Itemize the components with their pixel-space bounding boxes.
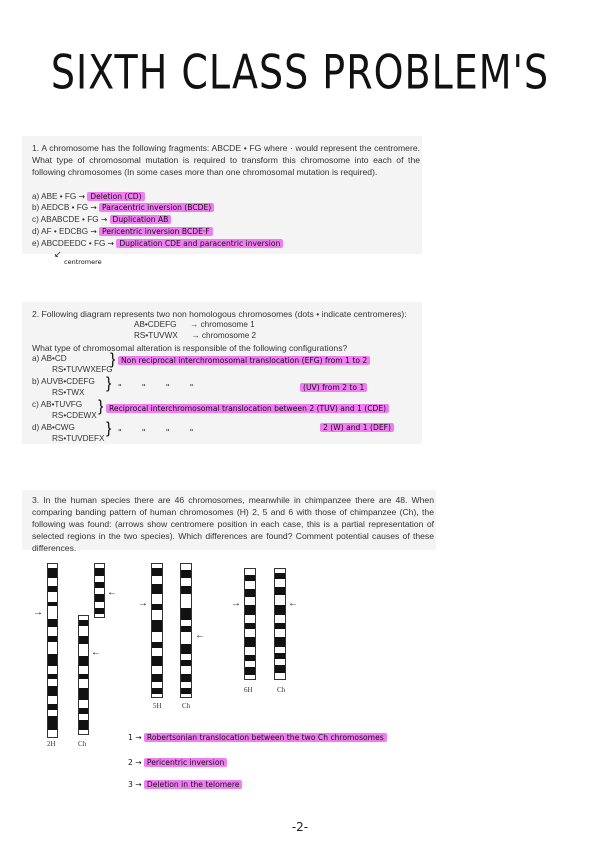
question-3-text: 3. In the human species there are 46 chromosomes, meanwhile in chimpanzee there are 48. When comparing banding pattern of human chromosomes (H) 2, 5 and 6 with those of chimpanzee (Ch), the following was found: (arrows show centromere position in each case, this is a partial representation of selected regions in the two species). Which differences are found? Comment potential causes of these differences.	[32, 495, 434, 553]
page-number: -2-	[291, 820, 309, 834]
q2-answer-d: 2 (W) and 1 (DEF)	[320, 423, 394, 432]
arrow-5h: →	[138, 598, 148, 609]
q2-brace-b: }	[106, 375, 112, 392]
q3-answer-3: 3 → Deletion in the telomere	[128, 780, 242, 789]
label-2h: 2H	[47, 740, 56, 748]
arrow-ch-2-short: ←	[91, 647, 101, 658]
q1-answer-d: Pericentric inversion BCDE·F	[99, 227, 213, 236]
chromosome-5h	[151, 563, 163, 698]
arrow-ch-5: ←	[195, 630, 205, 641]
centromere-note: centromere	[64, 258, 102, 266]
q1-item-b-label: b) AEDCB • FG	[32, 203, 89, 212]
q1-item-e-label: e) ABCDEEDC • FG	[32, 239, 106, 248]
q1-item-c-label: c) ABABCDE • FG	[32, 215, 99, 224]
q2-item-d-l1: d) AB•CWG	[32, 423, 75, 432]
centromere-note-arrow: ↙	[54, 250, 62, 260]
chromosome-ch-2-top	[94, 563, 105, 618]
q1-item-a: a) ABE • FG → Deletion (CD)	[32, 192, 145, 201]
q1-item-e: e) ABCDEEDC • FG → Duplication CDE and paracentric inversion	[32, 239, 283, 248]
q3-answer-1: 1 → Robertsonian translocation between the two Ch chromosomes	[128, 733, 387, 742]
label-ch-5: Ch	[182, 702, 191, 710]
q1-answer-b: Paracentric inversion (BCDE)	[99, 203, 214, 212]
q2-item-c-l1: c) AB•TUVFG	[32, 400, 83, 409]
q1-item-b: b) AEDCB • FG → Paracentric inversion (BCDE)	[32, 203, 214, 212]
arrow-ch-6: ←	[288, 598, 298, 609]
chromosome-6h	[244, 568, 256, 680]
q2-ditto-d: " " " "	[118, 428, 203, 437]
q1-item-c: c) ABABCDE • FG → Duplication AB	[32, 215, 171, 224]
q1-item-d: d) AF • EDCBG → Pericentric inversion BCDE·F	[32, 227, 213, 236]
q3-answer-2: 2 → Pericentric inversion	[128, 758, 227, 767]
label-ch-6: Ch	[277, 686, 286, 694]
q1-item-a-label: a) ABE • FG	[32, 192, 77, 201]
chromosome-ch-6	[274, 568, 286, 680]
q2-item-d-l2: RS•TUVDEFX	[52, 434, 105, 443]
question-2-text: 2. Following diagram represents two non homologous chromosomes (dots • indicate centromeres):	[32, 309, 407, 319]
chromosome-ch-2-short	[78, 615, 89, 735]
chromosome-2h	[47, 563, 58, 738]
q2-answer-c: Reciprocal interchromosomal translocation between 2 (TUV) and 1 (CDE)	[106, 404, 389, 413]
q2-item-b-l2: RS•TWX	[52, 388, 85, 397]
q1-answer-e: Duplication CDE and paracentric inversion	[116, 239, 283, 248]
label-5h: 5H	[153, 702, 162, 710]
q2-chrom1: AB•CDEFG → chromosome 1	[134, 320, 255, 329]
q2-chrom2: RS•TUVWX → chromosome 2	[134, 331, 257, 340]
label-ch-2: Ch	[78, 740, 87, 748]
q2-item-a-l1: a) AB•CD	[32, 354, 67, 363]
q2-item-c-l2: RS•CDEWX	[52, 411, 97, 420]
arrow-ch-2-top: ←	[107, 587, 117, 598]
arrow-2h: →	[33, 607, 43, 618]
question-2-subtext: What type of chromosomal alteration is responsible of the following configurations?	[32, 343, 348, 353]
question-1-text: 1. A chromosome has the following fragments: ABCDE • FG where · would represent the centromere. What type of chromosomal mutation is required to transform this chromosome into each of the following chromosomes (In some cases more than one chromosomal mutation is required).	[32, 143, 420, 177]
q2-brace-c: }	[98, 398, 104, 415]
page-title: SIXTH CLASS PROBLEM'S	[50, 44, 550, 100]
q2-ditto-b: " " " "	[118, 383, 203, 392]
q2-answer-b: (UV) from 2 to 1	[300, 383, 367, 392]
label-6h: 6H	[244, 686, 253, 694]
arrow-6h: →	[231, 598, 241, 609]
chromosome-ch-5	[180, 563, 192, 698]
q2-item-b-l1: b) AUVB•CDEFG	[32, 377, 95, 386]
q2-brace-d: }	[106, 420, 112, 437]
q2-brace-a: }	[110, 351, 116, 368]
q1-answer-c: Duplication AB	[110, 215, 172, 224]
q1-answer-a: Deletion (CD)	[87, 192, 144, 201]
q2-answer-a: Non reciprocal interchromosomal translocation (EFG) from 1 to 2	[118, 356, 370, 365]
q1-item-d-label: d) AF • EDCBG	[32, 227, 89, 236]
q2-item-a-l2: RS•TUVWXEFG	[52, 365, 113, 374]
